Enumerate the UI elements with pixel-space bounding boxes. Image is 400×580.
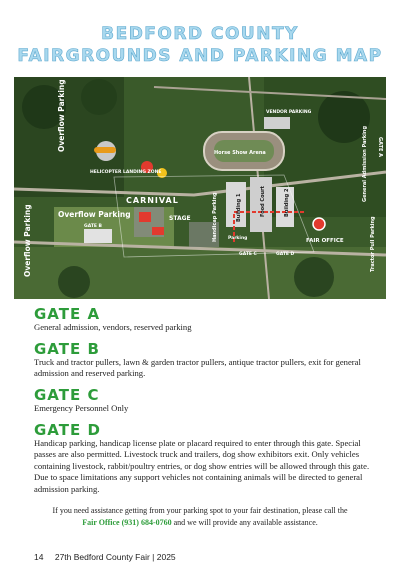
map-label-gate-c: GATE C <box>239 252 257 257</box>
map-label-vendor-parking: VENDOR PARKING <box>266 110 312 115</box>
map-label-tractor-pull: Tractor Pull Parking <box>370 216 376 272</box>
gate-a-heading: GATE A <box>34 305 101 323</box>
map-label-building-2: Building 2 <box>284 188 290 217</box>
map-label-helicopter: HELICOPTER LANDING ZONE <box>90 170 162 175</box>
page-footer <box>34 552 176 562</box>
page-number: 14 <box>34 552 44 562</box>
map-label-gate-a: GATE A <box>377 137 383 158</box>
assistance-note <box>34 505 366 528</box>
gate-d-text: Handicap parking, handicap license plate or placard required to enter through this gate. Special passes are also permitted. Livestock truck and trailers, dog show exhibitors exit. Only vehicles containing livestock, rabbit/poultry entries, or dog show entries will be allowed through this gate. Due to space limitations any support vehicles not containing animals will be directed to general admission parking. <box>34 438 370 494</box>
map-label-stage: STAGE <box>169 215 191 222</box>
map-label-food-court: Food Court <box>260 186 266 217</box>
gate-c-text: Emergency Personnel Only <box>34 403 129 413</box>
footer-text: 27th Bedford County Fair | 2025 <box>54 552 176 562</box>
gate-a-text: General admission, vendors, reserved parking <box>34 322 192 332</box>
fairgrounds-map <box>14 77 386 299</box>
map-label-gate-b: GATE B <box>84 224 102 229</box>
map-label-parking: Parking <box>228 236 248 241</box>
map-label-overflow-parking-w: Overflow Parking <box>58 210 131 219</box>
map-label-handicap-parking: Handicap Parking <box>212 192 218 242</box>
map-label-overflow-parking-nw: Overflow Parking <box>57 79 66 152</box>
map-label-building-1: Building 1 <box>236 193 242 222</box>
map-label-horse-arena: Horse Show Arena <box>214 150 266 156</box>
map-label-carnival: CARNIVAL <box>126 196 179 205</box>
map-label-overflow-parking-sw: Overflow Parking <box>23 204 32 277</box>
gate-d-heading: GATE D <box>34 421 101 439</box>
assistance-text-end: and we will provide any available assistance. <box>171 517 318 527</box>
assistance-text: If you need assistance getting from your parking spot to your fair destination, please call the <box>52 506 348 515</box>
fair-office-phone[interactable]: Fair Office (931) 684-0760 <box>82 517 172 527</box>
map-label-fair-office: FAIR OFFICE <box>306 238 344 244</box>
page-title-line-1: BEDFORD COUNTY <box>101 24 299 44</box>
gate-c-heading: GATE C <box>34 386 100 404</box>
gate-b-text: Truck and tractor pullers, lawn & garden tractor pullers, antique tractor pullers, exit for general admission and reserved parking. <box>34 357 361 379</box>
page-title-line-2: FAIRGROUNDS AND PARKING MAP <box>17 46 383 66</box>
gate-b-heading: GATE B <box>34 340 100 358</box>
map-label-general-admission: General Admission Parking <box>362 125 368 202</box>
map-label-gate-d: GATE D <box>276 252 295 257</box>
